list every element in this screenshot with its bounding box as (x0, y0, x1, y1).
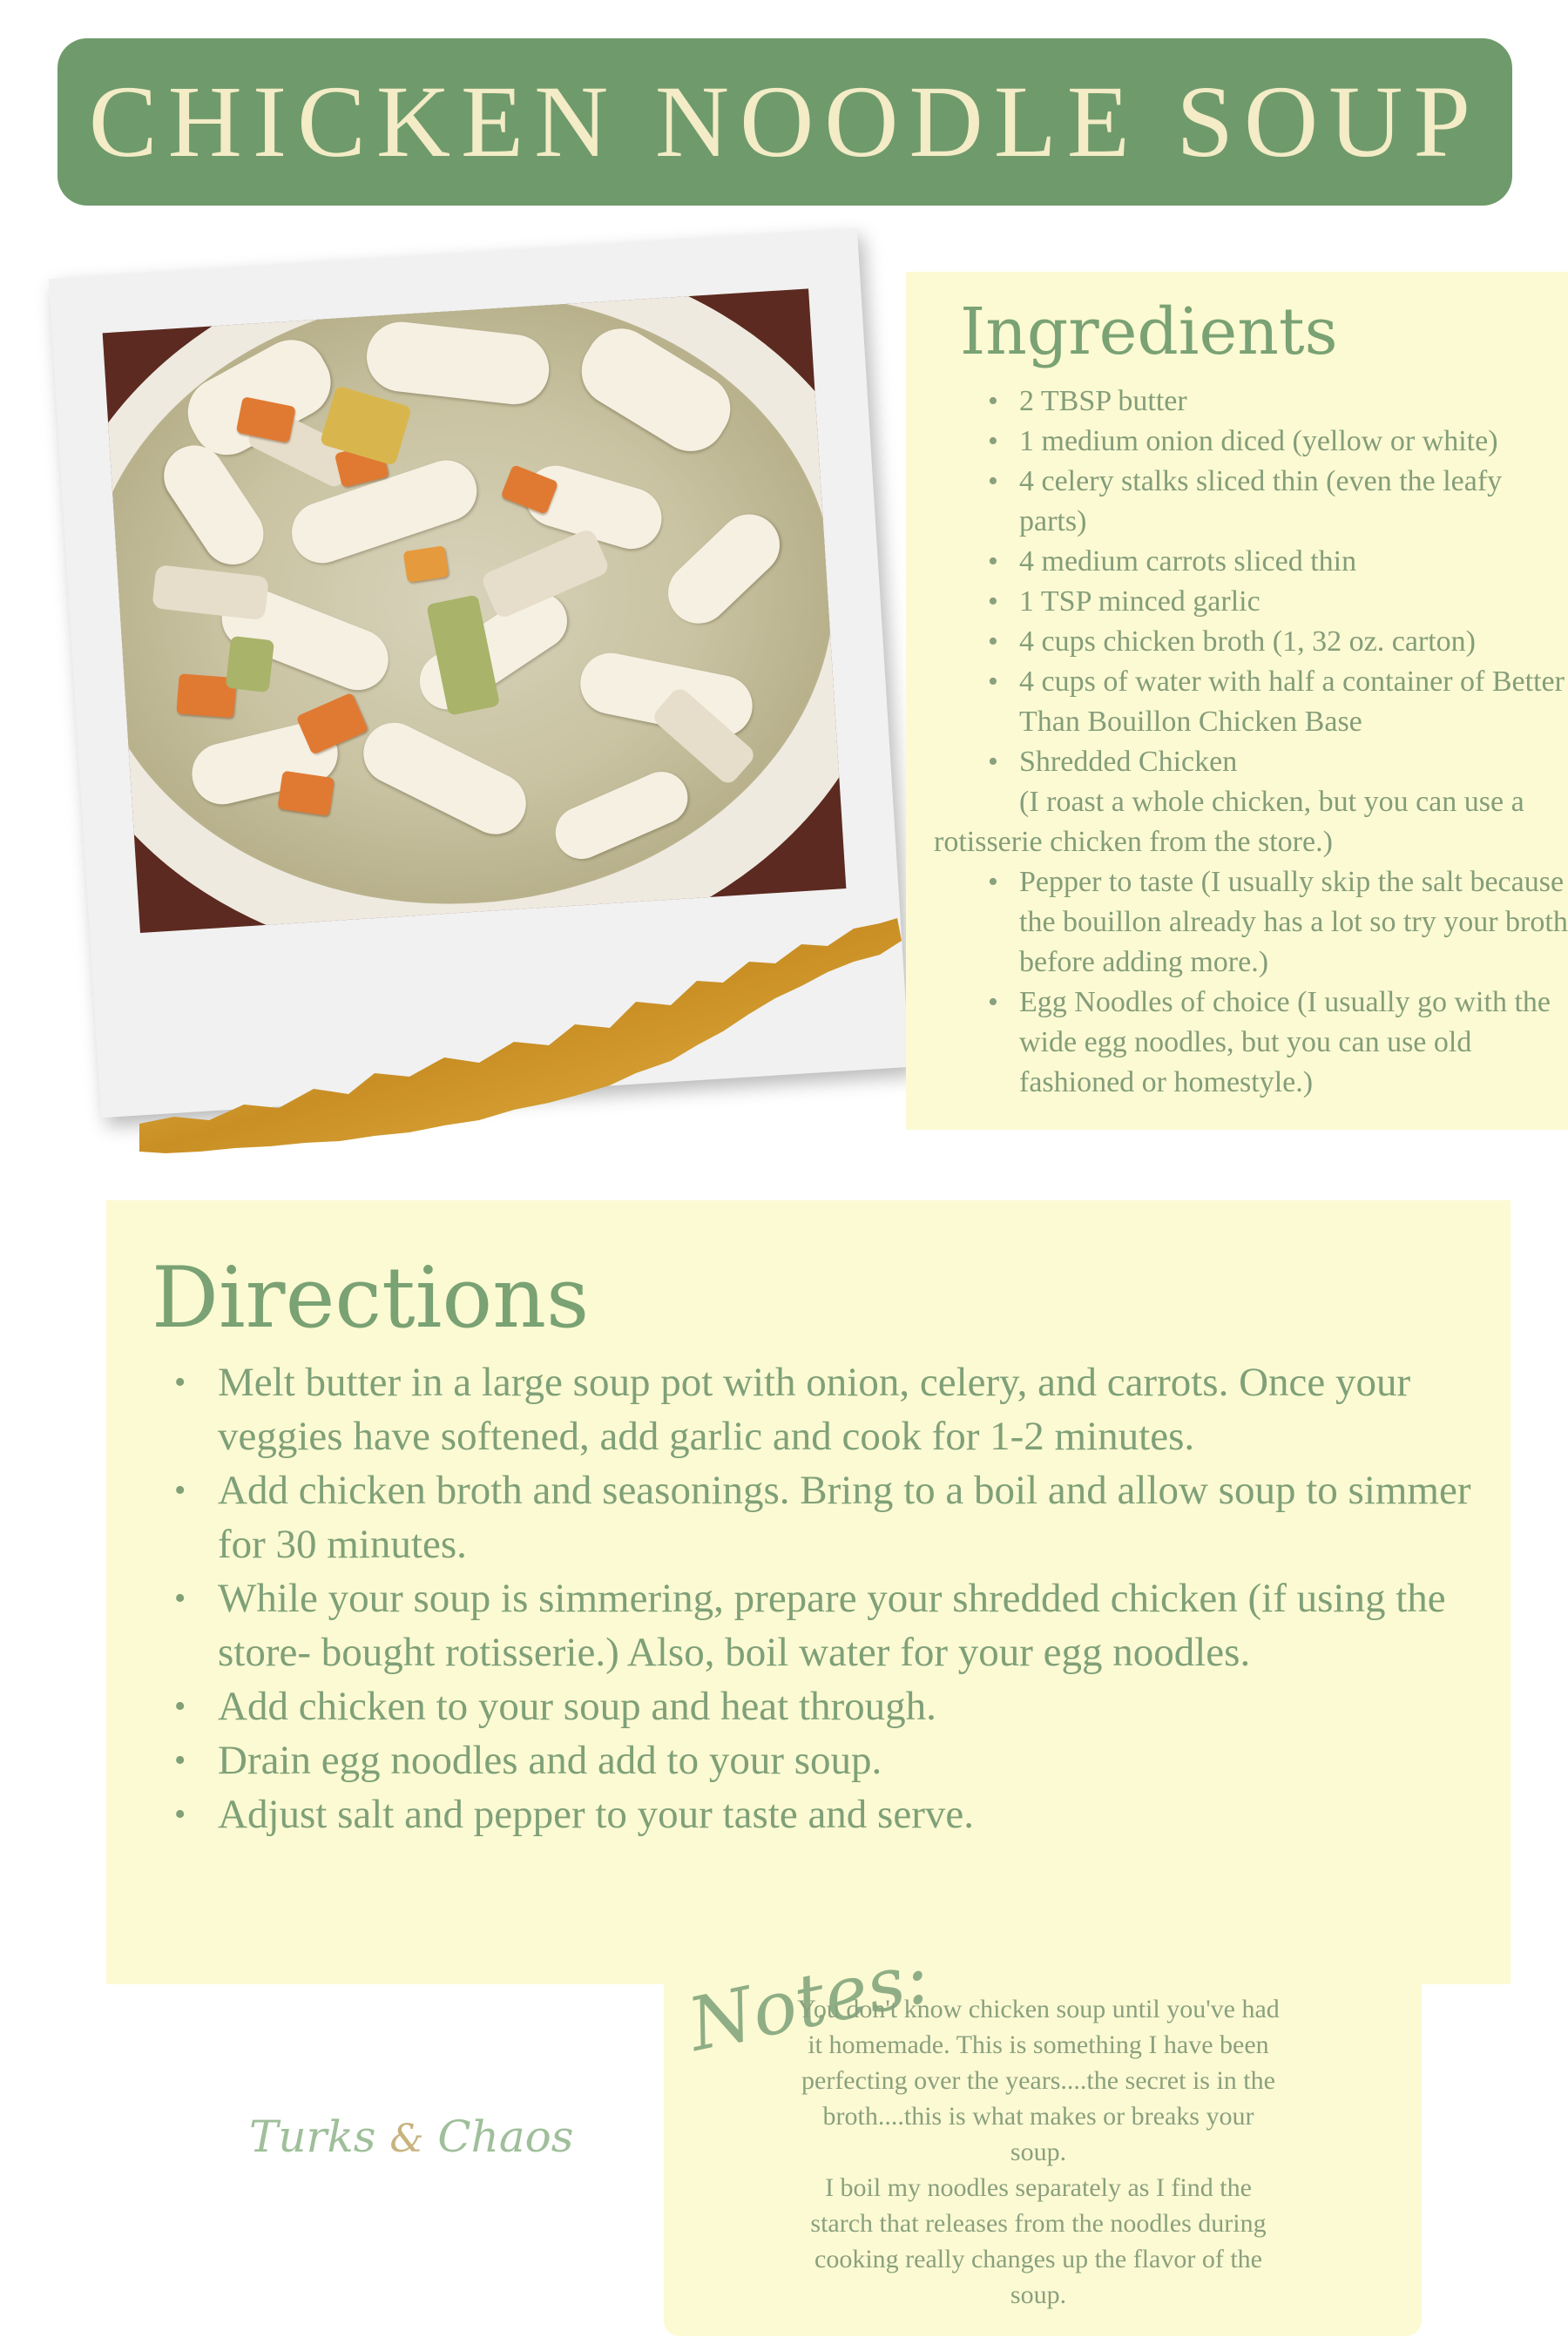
carrot-slice (277, 771, 335, 816)
list-item (983, 462, 1568, 542)
ingredient-note: rotisserie chicken from the store.) (934, 826, 1333, 858)
ingredient-text: 1 TSP minced garlic (1019, 585, 1260, 618)
notes-paragraph: I boil my noodles separately as I find the starch that releases from the noodles during cooking really changes up the flavor of the soup. (810, 2173, 1267, 2309)
celery-slice (226, 636, 274, 692)
list-item (983, 542, 1568, 582)
notes-paragraph: You don't know chicken soup until you've had it homemade. This is something I have been perfecting over the years....the secret is in the broth....this is what makes or breaks your soup. (797, 1995, 1280, 2166)
ingredient-text: 1 medium onion diced (yellow or white) (1019, 425, 1498, 457)
list-item (983, 382, 1568, 422)
ingredient-text: Egg Noodles of choice (I usually go with the wide egg noodles, but you can use old fashioned or homestyle.) (1019, 986, 1551, 1098)
ingredient-text: 4 celery stalks sliced thin (even the leafy parts) (1019, 465, 1503, 537)
ingredient-text: Shredded Chicken (1019, 746, 1238, 778)
ingredients-heading: Ingredients (960, 294, 1338, 369)
ingredients-list (934, 382, 1568, 1103)
notes-label: Notes: (681, 1934, 937, 2068)
ingredient-text: Pepper to taste (I usually skip the salt because the bouillon already has a lot so try your broth before adding more.) (1019, 866, 1568, 978)
turks-and-chaos-logo (249, 2111, 574, 2207)
directions-list (171, 1355, 1495, 1841)
list-item (983, 983, 1568, 1103)
list-item (934, 742, 1568, 862)
list-item: • Add chicken broth and seasonings. Bring to a boil and allow soup to simmer for 30 minutes. (171, 1463, 1495, 1571)
directions-heading: Directions (152, 1249, 590, 1347)
recipe-title: CHICKEN NOODLE SOUP (88, 64, 1482, 179)
ingredient-text: 4 cups of water with half a container of Better Than Bouillon Chicken Base (1019, 665, 1565, 738)
carrot-slice (403, 545, 449, 583)
logo-text: Turks (249, 2111, 376, 2162)
notes-body (794, 1991, 1282, 2313)
list-item: • Add chicken to your soup and heat through. (171, 1679, 1495, 1733)
list-item (983, 862, 1568, 983)
list-item (983, 422, 1568, 462)
list-item (983, 582, 1568, 622)
list-item: • Adjust salt and pepper to your taste and serve. (171, 1787, 1495, 1841)
notes-card (664, 1934, 1422, 2336)
title-banner (57, 38, 1512, 206)
ingredient-text: 2 TBSP butter (1019, 385, 1187, 417)
ingredients-card (906, 272, 1568, 1130)
gold-glitter-tear (61, 871, 932, 1159)
ingredient-text: 4 medium carrots sliced thin (1019, 545, 1357, 578)
logo-text: Chaos (437, 2111, 574, 2162)
soup-photo (103, 288, 847, 933)
list-item: • Melt butter in a large soup pot with onion, celery, and carrots. Once your veggies have softened, add garlic and cook for 1-2 minutes. (171, 1355, 1495, 1463)
list-item: • While your soup is simmering, prepare your shredded chicken (if using the store- bought rotisserie.) Also, boil water for your egg noodles. (171, 1571, 1495, 1679)
list-item: • Drain egg noodles and add to your soup. (171, 1733, 1495, 1787)
ingredient-note: (I roast a whole chicken, but you can use a (1019, 786, 1524, 818)
list-item (983, 622, 1568, 662)
directions-card (106, 1200, 1511, 1984)
list-item (983, 662, 1568, 742)
ingredient-text: 4 cups chicken broth (1, 32 oz. carton) (1019, 625, 1476, 658)
logo-ampersand: & (389, 2117, 424, 2161)
